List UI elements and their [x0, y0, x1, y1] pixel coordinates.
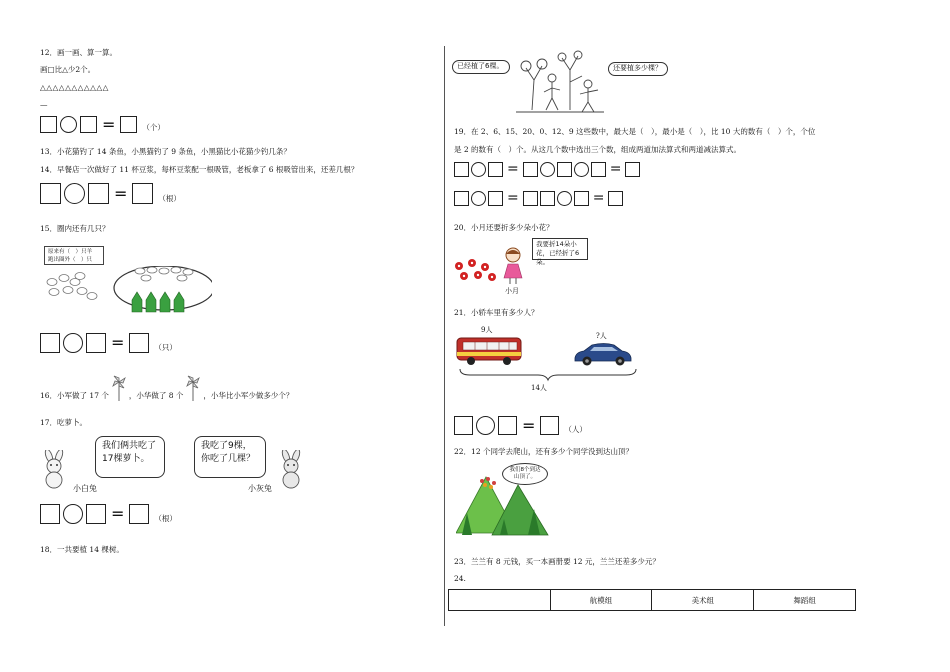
operator-circle[interactable] [557, 191, 572, 206]
right-rabbit-speech-bubble [194, 436, 266, 478]
equals-sign: = [102, 114, 116, 134]
equals-sign: = [592, 190, 605, 206]
answer-box[interactable] [608, 191, 623, 206]
q16-line [40, 374, 293, 402]
operator-circle[interactable] [574, 162, 589, 177]
table-header-row [449, 590, 856, 611]
answer-box[interactable] [591, 162, 606, 177]
q18-text: 18．一共要植 14 棵树。 [40, 545, 124, 554]
summit-speech-bubble [502, 463, 548, 485]
q19-line2: 是 2 的数有（ ）个。从这几个数中选出三个数，组成两道加法算式和两道减法算式。 [454, 145, 742, 154]
q14-equation [40, 183, 181, 204]
q12-instruction: 画□比△少2个。 [40, 65, 96, 74]
answer-box[interactable] [540, 416, 559, 435]
sign-line: 原来有（ ）只羊 [48, 249, 93, 255]
operator-circle[interactable] [471, 191, 486, 206]
operator-circle[interactable] [63, 504, 83, 524]
answer-box[interactable] [625, 162, 640, 177]
column-divider [444, 46, 445, 626]
left-rabbit-speech-bubble [95, 436, 165, 478]
bus-illustration [455, 335, 525, 367]
q16-text: 16．小军做了 17 个 [40, 390, 109, 400]
total-label: 14人 [531, 384, 547, 392]
answer-box[interactable] [88, 183, 109, 204]
girl-name: 小月 [505, 287, 519, 295]
answer-box[interactable] [40, 183, 61, 204]
equals-sign: = [111, 333, 125, 352]
girl-icon [500, 246, 526, 286]
bubble-text: 我吃了9棵，你吃了几棵？ [201, 441, 256, 464]
pinwheel-icon [110, 374, 128, 402]
planting-speech-bubble [452, 60, 510, 74]
table-cell: 舞蹈组 [754, 590, 856, 611]
answer-box[interactable] [557, 162, 572, 177]
operator-circle[interactable] [540, 162, 555, 177]
total-brace [458, 368, 638, 382]
equals-sign: = [609, 161, 622, 177]
unit-label: （人） [564, 425, 587, 434]
answer-box[interactable] [132, 183, 153, 204]
answer-box[interactable] [120, 116, 137, 133]
bubble-text: 我们8个到达山顶了。 [509, 467, 541, 480]
q15-title: 15．圈内还有几只？ [40, 224, 110, 233]
table-cell: 美术组 [652, 590, 754, 611]
q13-text: 13．小花猫钓了 14 条鱼，小黑猫钓了 9 条鱼，小黑猫比小花猫少钓几条？ [40, 147, 291, 156]
answer-box[interactable] [86, 504, 106, 524]
q12-equation [40, 116, 165, 133]
rabbit-icon [40, 450, 70, 490]
flowers-illustration [452, 258, 502, 282]
q16-text: ，小华比小军少做多少个？ [203, 390, 294, 400]
answer-box[interactable] [40, 116, 57, 133]
rabbit-icon [277, 450, 307, 490]
planting-question-bubble [608, 62, 668, 76]
answer-box[interactable] [129, 333, 149, 353]
q17-title: 17．吃萝卜。 [40, 418, 88, 427]
answer-box[interactable] [80, 116, 97, 133]
q19-addition-row [454, 161, 640, 177]
car-count-label: ?人 [596, 332, 607, 340]
bubble-text: 我要折14朵小花，已经折了6朵。 [536, 240, 580, 266]
sheep-pen-illustration [42, 266, 212, 316]
operator-circle[interactable] [60, 116, 77, 133]
q19-subtraction-row [454, 190, 623, 206]
operator-circle[interactable] [476, 416, 495, 435]
q22-title: 22．12 个同学去爬山，还有多少个同学没到达山顶？ [454, 447, 633, 456]
q12-triangles: △△△△△△△△△△△ [40, 83, 109, 92]
answer-box[interactable] [454, 162, 469, 177]
q24-table [448, 589, 856, 611]
unit-label: （只） [154, 343, 177, 352]
q14-text: 14．早餐店一次做好了 11 杯豆浆，每杯豆浆配一根吸管，老板拿了 6 根吸管出来，还差几根？ [40, 165, 359, 174]
answer-box[interactable] [498, 416, 517, 435]
tree-planting-illustration [512, 50, 608, 114]
operator-circle[interactable] [471, 162, 486, 177]
answer-box[interactable] [40, 333, 60, 353]
q23-text: 23．兰兰有 8 元钱，买一本画册要 12 元，兰兰还差多少元？ [454, 557, 660, 566]
bubble-text: 已经植了6棵。 [457, 62, 504, 70]
unit-label: （根） [158, 194, 181, 203]
answer-box[interactable] [86, 333, 106, 353]
bus-count-label: 9人 [481, 326, 493, 334]
table-cell [449, 590, 551, 611]
bubble-text: 我们俩共吃了17棵萝卜。 [102, 441, 157, 464]
q12-dash: — [40, 100, 48, 109]
q19-line1: 19．在 2、6、15、20、0、12、9 这些数中，最大是（ ），最小是（ ），比 10 大的数有（ ）个，个位 [454, 127, 816, 136]
pinwheel-icon [184, 374, 202, 402]
car-illustration [572, 340, 634, 368]
answer-box[interactable] [523, 162, 538, 177]
rabbit-name: 小白兔 [73, 484, 97, 493]
equals-sign: = [114, 183, 128, 203]
q15-equation [40, 333, 177, 353]
q24-title: 24. [454, 574, 466, 583]
answer-box[interactable] [488, 191, 503, 206]
q12-title: 12．画一画、算一算。 [40, 48, 118, 57]
equals-sign: = [111, 504, 125, 523]
girl-speech-bubble [532, 238, 588, 266]
q17-equation [40, 504, 177, 524]
answer-box[interactable] [574, 191, 589, 206]
equals-sign: = [507, 190, 519, 206]
equals-sign: = [522, 415, 536, 435]
table-cell: 航模组 [550, 590, 652, 611]
answer-box[interactable] [523, 191, 538, 206]
sign-line: 跑出圈外（ ）只 [48, 257, 93, 263]
answer-box[interactable] [488, 162, 503, 177]
q21-equation [454, 416, 587, 435]
q16-text: ，小华做了 8 个 [128, 390, 184, 400]
rabbit-name: 小灰兔 [248, 484, 272, 493]
answer-box[interactable] [40, 504, 60, 524]
operator-circle[interactable] [63, 333, 83, 353]
unit-label: （根） [154, 514, 177, 523]
answer-box[interactable] [540, 191, 555, 206]
answer-box[interactable] [454, 191, 469, 206]
operator-circle[interactable] [64, 183, 85, 204]
q20-title: 20．小月还要折多少朵小花？ [454, 223, 554, 232]
answer-box[interactable] [129, 504, 149, 524]
answer-box[interactable] [454, 416, 473, 435]
q21-title: 21．小轿车里有多少人？ [454, 308, 539, 317]
equals-sign: = [507, 161, 519, 177]
unit-label: （个） [142, 123, 165, 132]
sheep-count-sign [44, 246, 104, 265]
bubble-text: 还要植多少棵？ [613, 64, 662, 72]
